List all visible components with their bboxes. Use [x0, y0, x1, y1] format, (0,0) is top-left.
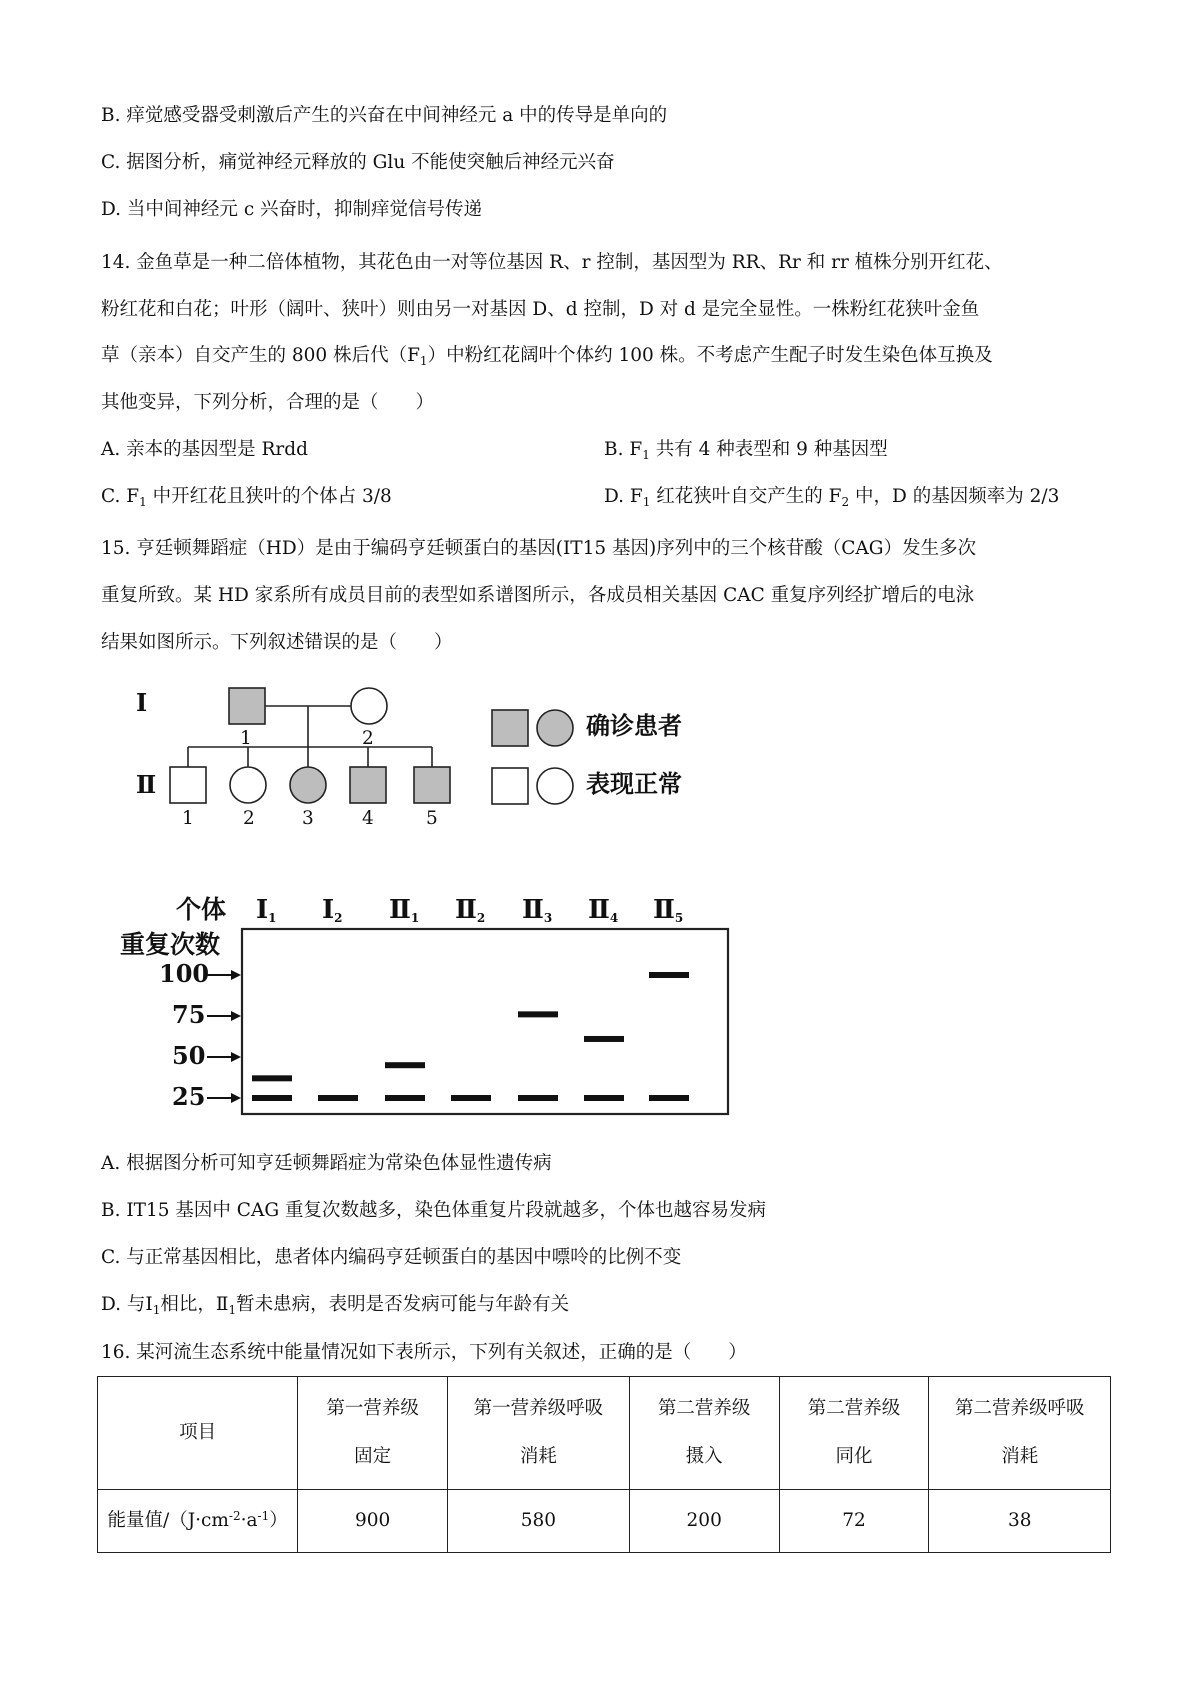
gel-band: [518, 1011, 558, 1017]
gel-band: [584, 1036, 624, 1042]
gel-band: [518, 1095, 558, 1101]
pedigree-number-ii5: 5: [426, 808, 438, 829]
energy-table-col-4: 第二营养级 同化: [779, 1377, 929, 1490]
pedigree-ii5-affected-male: [414, 767, 450, 803]
gel-header-label: 个体: [176, 895, 227, 924]
gel-marker-arrowhead: [231, 1093, 241, 1103]
energy-table-col-5: 第二营养级呼吸 消耗: [929, 1377, 1111, 1490]
gel-lane-label: $Ⅱ_3$: [522, 895, 553, 925]
pedigree-ii1-normal-male: [170, 767, 206, 803]
gel-marker-label: 50: [172, 1041, 206, 1070]
energy-table-value: 38: [929, 1490, 1111, 1553]
energy-table-col-3: 第二营养级 摄入: [629, 1377, 779, 1490]
q14-option-b: B. $F_1$ 共有 4 种表型和 9 种基因型: [604, 439, 888, 462]
q14-stem-line-2: 粉红花和白花；叶形（阔叶、狭叶）则由另一对基因 D、d 控制，D 对 d 是完全显性。一株粉红花狭叶金鱼: [101, 299, 980, 320]
energy-table: [97, 1376, 1111, 1553]
energy-table-col-2: 第一营养级呼吸 消耗: [448, 1377, 630, 1490]
pedigree-ii3-affected-female: [290, 767, 326, 803]
energy-table-value: 900: [298, 1490, 448, 1553]
gel-band: [451, 1095, 491, 1101]
gel-band: [649, 1095, 689, 1101]
gel-band: [252, 1075, 292, 1081]
q13-option-d: D. 当中间神经元 c 兴奋时，抑制痒觉信号传递: [101, 199, 483, 220]
gel-lane-label: $Ⅱ_2$: [455, 895, 486, 925]
gel-marker-arrowhead: [231, 1052, 241, 1062]
q15-option-a: A. 根据图分析可知亨廷顿舞蹈症为常染色体显性遗传病: [101, 1153, 552, 1174]
q14-option-d: D. $F_1$ 红花狭叶自交产生的 $F_2$ 中，D 的基因频率为 2/3: [604, 486, 1060, 509]
gel-marker-label: 25: [172, 1082, 206, 1111]
energy-table-value: 580: [448, 1490, 630, 1553]
gel-lane-label: $Ⅱ_4$: [588, 895, 619, 925]
q13-option-c: C. 据图分析，痛觉神经元释放的 Glu 不能使突触后神经元兴奋: [101, 152, 615, 173]
q14-stem-line-4: 其他变异，下列分析，合理的是（ ）: [101, 392, 435, 413]
pedigree-number-ii3: 3: [302, 808, 314, 829]
q15-option-b: B. IT15 基因中 CAG 重复次数越多，染色体重复片段就越多，个体也越容易发病: [101, 1200, 766, 1221]
gel-marker-label: 75: [172, 1000, 206, 1029]
energy-table-col-1: 第一营养级 固定: [298, 1377, 448, 1490]
gel-lane-label: $Ⅱ_1$: [389, 895, 420, 925]
gel-band: [252, 1095, 292, 1101]
q14-stem-line-3: 草（亲本）自交产生的 800 株后代$(F_1)$中粉红花阔叶个体约 100 株。不考虑产生配子时发生染色体互换及: [101, 345, 993, 368]
q14-option-c: C. $F_1$ 中开红花且狭叶的个体占 3/8: [101, 486, 392, 509]
pedigree-gen2-label: Ⅱ: [136, 770, 157, 799]
gel-band: [584, 1095, 624, 1101]
pedigree-number-ii2: 2: [243, 808, 255, 829]
pedigree-i1-affected-male: [229, 688, 265, 724]
gel-marker-arrowhead: [231, 970, 241, 980]
pedigree-i2-normal-female: [351, 688, 387, 724]
energy-table-header-row: [98, 1377, 1111, 1490]
gel-box: [242, 929, 728, 1114]
q15-option-d: D. 与$Ⅰ_1$相比，$Ⅱ_1$暂未患病，表明是否发病可能与年龄有关: [101, 1294, 570, 1317]
q16-stem: 16. 某河流生态系统中能量情况如下表所示，下列有关叙述，正确的是（ ）: [101, 1342, 747, 1363]
pedigree-number-ii4: 4: [362, 808, 374, 829]
pedigree-number-i2: 2: [362, 728, 374, 749]
q15-stem-line-1: 15. 亨廷顿舞蹈症（HD）是由于编码亨廷顿蛋白的基因(IT15 基因)序列中的三个核苷酸（CAG）发生多次: [101, 538, 977, 559]
legend-normal-square: [492, 768, 528, 804]
legend-affected-label: 确诊患者: [586, 711, 682, 740]
q13-option-b: B. 痒觉感受器受刺激后产生的兴奋在中间神经元 a 中的传导是单向的: [101, 105, 668, 126]
energy-table-value-row: [98, 1490, 1111, 1553]
energy-table-unit-cell: 能量值$/(J\cdot cm^{-2}\cdot a^{-1})$: [98, 1490, 298, 1553]
q15-stem-line-3: 结果如图所示。下列叙述错误的是（ ）: [101, 632, 453, 653]
pedigree-number-ii1: 1: [182, 808, 194, 829]
q15-option-c: C. 与正常基因相比，患者体内编码亨廷顿蛋白的基因中嘌呤的比例不变: [101, 1247, 682, 1268]
legend-normal-circle: [537, 768, 573, 804]
gel-band: [318, 1095, 358, 1101]
q14-option-a: A. 亲本的基因型是 Rrdd: [101, 439, 308, 460]
pedigree-ii2-normal-female: [230, 767, 266, 803]
gel-marker-label: 100: [159, 959, 210, 988]
gel-y-label: 重复次数: [120, 930, 221, 959]
energy-table-value: 72: [779, 1490, 929, 1553]
q14-stem-line-1: 14. 金鱼草是一种二倍体植物，其花色由一对等位基因 R、r 控制，基因型为 RR、Rr 和 rr 植株分别开红花、: [101, 252, 1003, 273]
gel-lane-label: $Ⅰ_1$: [256, 895, 277, 925]
energy-table-value: 200: [629, 1490, 779, 1553]
pedigree-gen1-label: Ⅰ: [136, 688, 148, 717]
gel-band: [385, 1095, 425, 1101]
gel-band: [385, 1062, 425, 1068]
gel-band: [649, 972, 689, 978]
pedigree-ii4-affected-male: [350, 767, 386, 803]
gel-marker-arrowhead: [231, 1011, 241, 1021]
gel-lane-label: $Ⅰ_2$: [322, 895, 343, 925]
q15-stem-line-2: 重复所致。某 HD 家系所有成员目前的表型如系谱图所示，各成员相关基因 CAC 重复序列经扩增后的电泳: [101, 585, 975, 606]
energy-table-row-header: 项目: [98, 1377, 298, 1490]
legend-affected-circle: [537, 710, 573, 746]
gel-lane-label: $Ⅱ_5$: [653, 895, 684, 925]
pedigree-number-i1: 1: [240, 728, 252, 749]
legend-affected-square: [492, 710, 528, 746]
legend-normal-label: 表现正常: [586, 769, 682, 798]
